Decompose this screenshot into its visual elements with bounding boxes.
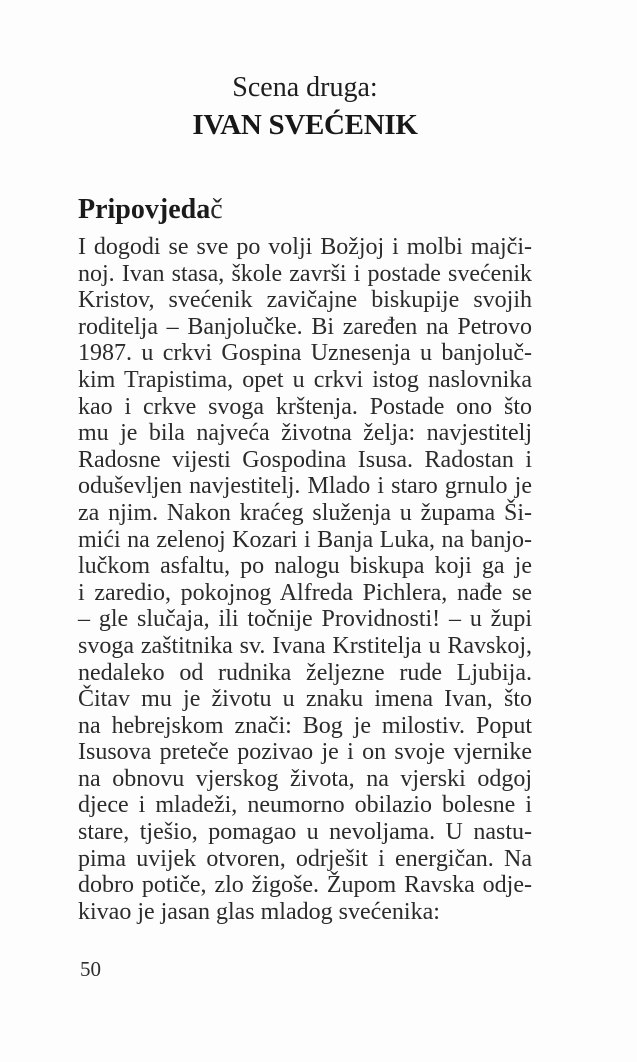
narration-paragraph <box>78 234 532 925</box>
paragraph-line: dobro potiče, zlo žigoše. Župom Ravska odje- <box>78 872 532 899</box>
paragraph-line: pima uvijek otvoren, odrješit i energičan. Na <box>78 845 532 872</box>
paragraph-line: lučkom asfaltu, po nalogu biskupa koji ga je <box>78 553 532 580</box>
paragraph-line: mići na zelenoj Kozari i Banja Luka, na banjo- <box>78 526 532 553</box>
paragraph-line: roditelja – Banjolučke. Bi zaređen na Petrovo <box>78 313 532 340</box>
paragraph-line: nedaleko od rudnika željezne rude Ljubija. <box>78 659 532 686</box>
speaker-heading <box>78 195 223 225</box>
paragraph-line: I dogodi se sve po volji Božjoj i molbi majči- <box>78 234 532 260</box>
paragraph-line: kim Trapistima, opet u crkvi istog naslovnika <box>78 366 532 393</box>
paragraph-line: oduševljen navjestitelj. Mlado i staro grnulo je <box>78 473 532 500</box>
paragraph-line: kivao je jasan glas mladog svećenika: <box>78 898 440 925</box>
page-number: 50 <box>80 957 101 981</box>
speaker-name: Pripovjeda <box>78 194 211 225</box>
paragraph-line: – gle slučaja, ili točnije Providnosti! – u župi <box>78 606 532 633</box>
scene-title: IVAN SVEĆENIK <box>192 109 418 141</box>
paragraph-line: Radosne vijesti Gospodina Isusa. Radostan i <box>78 446 532 473</box>
paragraph-line: kao i crkve svoga krštenja. Postade ono što <box>78 393 532 420</box>
paragraph-line: Isusova preteče pozivao je i on svoje vjernike <box>78 739 532 766</box>
paragraph-line: Kristov, svećenik zavičajne biskupije svojih <box>78 287 532 314</box>
paragraph-line: za njim. Nakon kraćeg služenja u župama Ši- <box>78 499 532 526</box>
paragraph-line: djece i mladeži, neumorno obilazio bolesne i <box>78 792 532 819</box>
paragraph-line: Čitav mu je životu u znaku imena Ivan, što <box>78 686 532 713</box>
paragraph-line: mu je bila najveća životna želja: navjestitelj <box>78 420 532 447</box>
speaker-name-tail: č <box>210 194 223 225</box>
paragraph-line: i zaredio, pokojnog Alfreda Pichlera, nađe se <box>78 579 532 606</box>
paragraph-line: svoga zaštitnika sv. Ivana Krstitelja u Ravskoj, <box>78 632 532 659</box>
paragraph-line: na obnovu vjerskog života, na vjerski odgoj <box>78 765 532 792</box>
scene-label: Scena druga: <box>232 72 378 103</box>
scene-header <box>78 72 532 142</box>
paragraph-line: noj. Ivan stasa, škole završi i postade svećenik <box>78 260 532 287</box>
paragraph-line: 1987. u crkvi Gospina Uznesenja u banjoluč- <box>78 340 532 367</box>
paragraph-line: stare, tješio, pomagao u nevoljama. U nastu- <box>78 819 532 846</box>
paragraph-line: na hebrejskom znači: Bog je milostiv. Poput <box>78 712 532 739</box>
